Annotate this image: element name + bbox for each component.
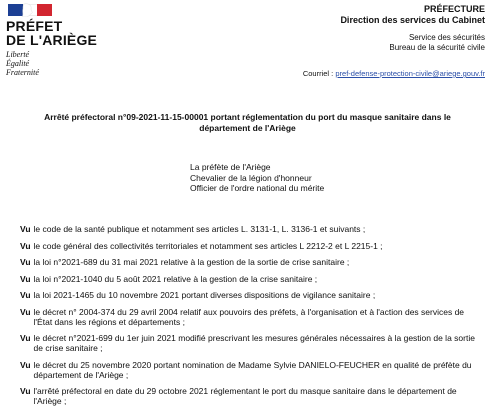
vu-label: Vu (20, 306, 31, 317)
vu-text: la loi n°2021-1040 du 5 août 2021 relative à la gestion de la crise sanitaire ; (33, 273, 318, 284)
motto-fraternite: Fraternité (6, 68, 39, 77)
courriel-email-link[interactable]: pref-defense-protection-civile@ariege.gouv.fr (335, 69, 485, 78)
vu-text: l'arrêté préfectoral en date du 29 octobre 2021 réglementant le port du masque sanitaire dans le département de l'Ariège ; (33, 386, 457, 406)
prefete-line: Officier de l'ordre national du mérite (190, 183, 325, 193)
vu-text: la loi 2021-1465 du 10 novembre 2021 portant diverses dispositions de vigilance sanitaire ; (33, 290, 376, 300)
prefete-line: Chevalier de la légion d'honneur (190, 172, 312, 183)
vu-text: le décret n°2021-699 du 1er juin 2021 modifié prescrivant les mesures générales nécessaires à la gestion de la sortie de crise sanitaire ; (33, 333, 475, 353)
prefecture-logo (6, 4, 126, 77)
prefete-line: La préfète de l'Ariège (190, 162, 271, 172)
vu-item (20, 241, 480, 251)
courriel-label: Courriel : (302, 69, 334, 78)
vu-text: le code général des collectivités territoriales et notamment ses articles L 2212-2 et L 2215-1 ; (33, 240, 383, 251)
bureau-label: Bureau de la sécurité civile (389, 43, 485, 52)
logo-title-line1: PRÉFET (6, 18, 63, 34)
vu-label: Vu (20, 290, 31, 300)
vu-text: le code de la santé publique et notamment ses articles L. 3131-1, L. 3136-1 et suivants ; (33, 224, 366, 234)
logo-title (6, 19, 126, 47)
vu-label: Vu (20, 333, 31, 343)
flag-red-stripe (37, 4, 52, 16)
vu-item (20, 224, 480, 234)
vu-item (20, 290, 480, 300)
logo-title-line2: DE L'ARIÈGE (6, 32, 98, 48)
vu-item (20, 274, 480, 284)
marianne-profile-icon (18, 3, 38, 17)
vu-label: Vu (20, 224, 31, 234)
marianne-block (6, 4, 126, 16)
service-label: Service des sécurités (408, 33, 485, 42)
motto-liberte: Liberté (6, 50, 30, 59)
vu-label: Vu (20, 240, 31, 251)
prefecture-label: PRÉFECTURE (423, 4, 485, 14)
vu-label: Vu (20, 273, 31, 284)
vu-item (20, 333, 480, 353)
vu-label: Vu (20, 257, 31, 267)
vu-label: Vu (20, 386, 31, 396)
vu-item (20, 360, 480, 380)
vu-label: Vu (20, 359, 31, 370)
vu-item (20, 386, 480, 406)
issuer-header (340, 4, 485, 53)
motto-egalite: Égalité (6, 59, 30, 68)
prefete-block (190, 162, 324, 194)
vu-item (20, 307, 480, 327)
vu-text: la loi n°2021-689 du 31 mai 2021 relative à la gestion de la sortie de crise sanitaire ; (33, 257, 350, 267)
document-title: Arrêté préfectoral n°09-2021-11-15-00001 portant réglementation du port du masque sanitaire dans le département de l'Ariège (44, 112, 451, 133)
direction-label: Direction des services du Cabinet (340, 15, 485, 25)
republic-motto (6, 50, 126, 77)
vu-item (20, 257, 480, 267)
vu-list (20, 224, 480, 413)
vu-text: le décret n° 2004-374 du 29 avril 2004 relatif aux pouvoirs des préfets, à l'organisation et à l'action des services de l'État dans les régions et départements ; (33, 306, 465, 327)
courriel-line (303, 69, 485, 78)
vu-text: le décret du 25 novembre 2020 portant nomination de Madame Sylvie DANIELO-FEUCHER en qualité de préfète du département de l'Ariège ; (33, 359, 472, 380)
